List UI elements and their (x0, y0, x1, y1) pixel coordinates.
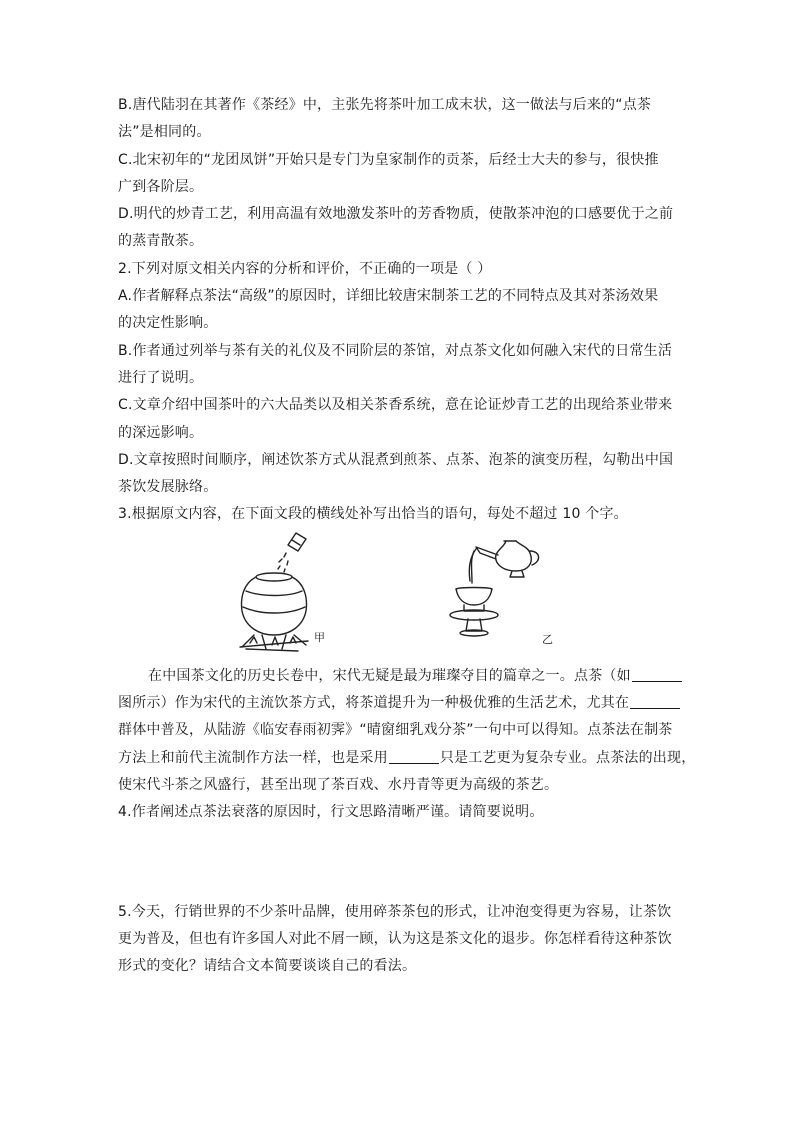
question-4: 4.作者阐述点茶法衰落的原因时，行文思路清晰严谨。请简要说明。 (118, 804, 544, 821)
question-3: 3.根据原文内容，在下面文段的横线处补写出恰当的语句，每处不超过 10 个字。 (118, 506, 628, 523)
text-line: C.北宋初年的“龙团凤饼”开始只是专门为皇家制作的贡茶，后经士大夫的参与，很快推 (118, 151, 659, 168)
question-2: 2.下列对原文相关内容的分析和评价，不正确的一项是（ ） (118, 260, 492, 277)
question-5: 5.今天，行销世界的不少茶叶品牌，使用碎茶茶包的形式，让冲泡变得更为容易，让茶饮 (118, 903, 672, 920)
text-line: 的决定性影响。 (118, 315, 218, 332)
text-line: D.文章按照时间顺序，阐述饮茶方式从混煮到煎茶、点茶、泡茶的演变历程，勾勒出中国 (118, 451, 674, 468)
text-line: 进行了说明。 (118, 369, 204, 386)
text-line: D.明代的炒青工艺，利用高温有效地激发茶叶的芳香物质，使散茶冲泡的口感要优于之前 (118, 206, 674, 223)
text-line: 广到各阶层。 (118, 178, 204, 195)
figure-label-yi: 乙 (542, 632, 553, 646)
answer-space (118, 827, 678, 899)
figure-label-jia: 甲 (314, 630, 325, 644)
tea-illustration (118, 531, 678, 659)
answer-blank-1[interactable] (632, 665, 682, 682)
text-line: B.唐代陆羽在其著作《茶经》中，主张先将茶叶加工成末状，这一做法与后来的“点茶 (118, 97, 652, 113)
text-line: 法”是相同的。 (118, 124, 211, 141)
text-line: 的深远影响。 (118, 424, 204, 441)
text-line: 的蒸青散茶。 (118, 233, 204, 250)
text-line: 形式的变化？请结合文本简要谈谈自己的看法。 (118, 958, 417, 975)
text-line: 茶饮发展脉络。 (118, 479, 218, 496)
answer-blank-3[interactable] (389, 747, 439, 764)
passage-line: 在中国茶文化的历史长卷中，宋代无疑是最为璀璨夺目的篇章之一。点茶（如 (118, 663, 678, 690)
passage-line: 图所示）作为宋代的主流饮茶方式，将茶道提升为一种极优雅的生活艺术，尤其在 (118, 690, 678, 717)
passage-line: 方法上和前代主流制作方法一样，也是采用 只是工艺更为复杂专业。点茶法的出现， (118, 745, 678, 772)
passage-line: 使宋代斗茶之风盛行，甚至出现了茶百戏、水丹青等更为高级的茶艺。 (118, 776, 559, 793)
text-line: C.文章介绍中国茶叶的六大品类以及相关茶香系统，意在论证炒青工艺的出现给茶业带来 (118, 397, 673, 414)
ewer-and-cup-illustration (446, 537, 546, 647)
passage-line: 群体中普及，从陆游《临安春雨初霁》“晴窗细乳戏分茶”一句中可以得知。点茶法在制茶 (118, 722, 673, 739)
text-line: 更为普及，但也有许多国人对此不屑一顾，认为这是茶文化的退步。你怎样看待这种茶饮 (118, 930, 672, 947)
document-page (118, 92, 696, 980)
answer-blank-2[interactable] (630, 692, 680, 709)
text-line: A.作者解释点茶法“高级”的原因时，详细比较唐宋制茶工艺的不同特点及其对茶汤效果 (118, 288, 659, 305)
text-line: B.作者通过列举与茶有关的礼仪及不同阶层的茶馆，对点茶文化如何融入宋代的日常生活 (118, 342, 673, 359)
